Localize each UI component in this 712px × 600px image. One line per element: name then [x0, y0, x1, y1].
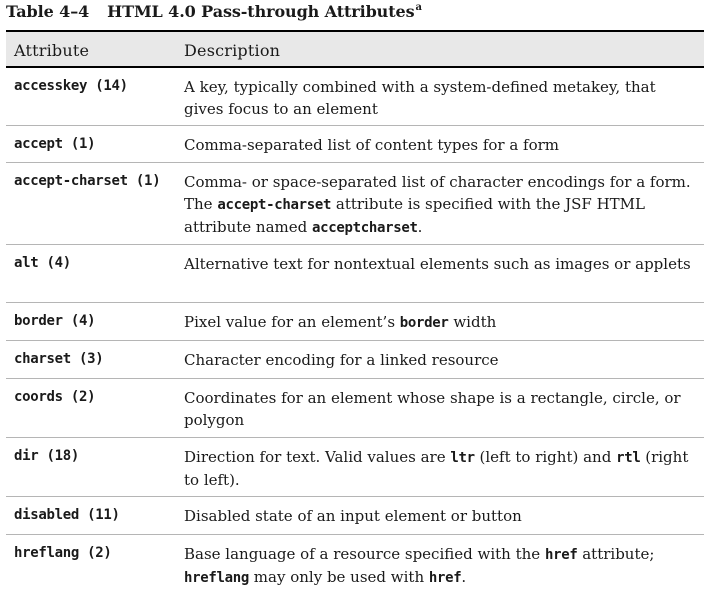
description-cell: Alternative text for nontextual elements such as images or applets	[184, 255, 691, 273]
inline-code: accept-charset	[217, 197, 332, 213]
table-row	[6, 68, 704, 126]
table-row	[6, 126, 704, 163]
inline-code: border	[399, 315, 449, 331]
description-cell: Coordinates for an element whose shape is a rectangle, circle, or polygon	[184, 389, 681, 429]
table-header	[6, 30, 704, 68]
description-cell: Comma- or space-separated list of character encodings for a form. The accept-charset attribute is specified with the JSF HTML attribute named acceptcharset.	[184, 173, 691, 236]
table-row	[6, 497, 704, 535]
table-row	[6, 303, 704, 341]
attribute-cell: coords (2)	[14, 389, 96, 405]
description-cell: Comma-separated list of content types for a form	[184, 136, 560, 154]
attribute-cell: border (4)	[14, 313, 96, 329]
table-number: Table 4–4	[6, 2, 90, 21]
attribute-cell: charset (3)	[14, 351, 104, 367]
inline-code: href	[544, 547, 578, 563]
inline-code: ltr	[450, 450, 475, 466]
attribute-cell: accept-charset (1)	[14, 173, 161, 189]
inline-code: href	[428, 570, 462, 586]
header-attribute: Attribute	[14, 41, 90, 60]
table-caption	[6, 2, 422, 21]
header-description: Description	[184, 41, 281, 60]
table-row	[6, 379, 704, 438]
attribute-cell: accesskey (14)	[14, 78, 128, 94]
description-cell: Pixel value for an element’s border width	[184, 313, 497, 331]
inline-code: acceptcharset	[311, 220, 418, 236]
description-cell: Character encoding for a linked resource	[184, 351, 499, 369]
table-row	[6, 341, 704, 379]
inline-code: rtl	[616, 450, 641, 466]
attribute-cell: accept (1)	[14, 136, 96, 152]
inline-code: hreflang	[184, 570, 250, 586]
description-cell: Direction for text. Valid values are ltr (left to right) and rtl (right to left).	[184, 448, 689, 489]
table-row	[6, 163, 704, 245]
title-footnote-marker: a	[415, 2, 422, 13]
table-row	[6, 438, 704, 497]
table-title: HTML 4.0 Pass-through Attributes	[107, 2, 415, 21]
attributes-table	[6, 30, 704, 594]
description-cell: Disabled state of an input element or button	[184, 507, 522, 525]
attribute-cell: hreflang (2)	[14, 545, 112, 561]
attribute-cell: dir (18)	[14, 448, 80, 464]
table-row	[6, 535, 704, 594]
description-cell: A key, typically combined with a system-defined metakey, that gives focus to an element	[184, 78, 656, 118]
attribute-cell: disabled (11)	[14, 507, 120, 523]
description-cell: Base language of a resource specified with the href attribute; hreflang may only be used with href.	[184, 545, 655, 586]
attribute-cell: alt (4)	[14, 255, 71, 271]
table-row	[6, 245, 704, 303]
